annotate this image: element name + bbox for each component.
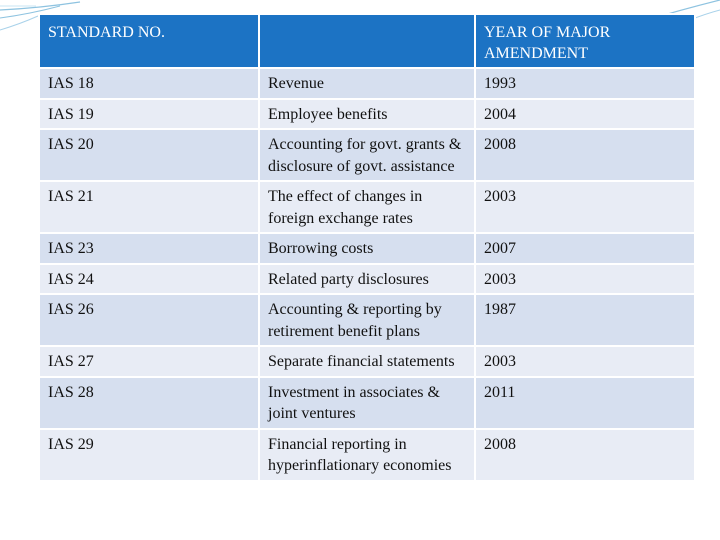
- cell-standard: IAS 24: [39, 264, 259, 295]
- table-header-row: [39, 14, 695, 68]
- table-row: [39, 99, 695, 130]
- cell-standard: IAS 28: [39, 377, 259, 429]
- table-row: [39, 233, 695, 264]
- table-row: [39, 294, 695, 346]
- cell-standard: IAS 27: [39, 346, 259, 377]
- cell-standard: IAS 20: [39, 129, 259, 181]
- cell-year: 2003: [475, 264, 695, 295]
- cell-year: 2008: [475, 429, 695, 481]
- cell-standard: IAS 18: [39, 68, 259, 99]
- cell-standard: IAS 26: [39, 294, 259, 346]
- table-row: [39, 346, 695, 377]
- table-row: [39, 377, 695, 429]
- cell-title: Borrowing costs: [259, 233, 475, 264]
- cell-year: 2004: [475, 99, 695, 130]
- table-row: [39, 129, 695, 181]
- cell-title: Related party disclosures: [259, 264, 475, 295]
- cell-year: 2007: [475, 233, 695, 264]
- table-row: [39, 181, 695, 233]
- cell-standard: IAS 21: [39, 181, 259, 233]
- cell-year: 1993: [475, 68, 695, 99]
- cell-title: The effect of changes in foreign exchange rates: [259, 181, 475, 233]
- cell-title: Separate financial statements: [259, 346, 475, 377]
- table-row: [39, 68, 695, 99]
- cell-year: 2003: [475, 346, 695, 377]
- cell-title: Revenue: [259, 68, 475, 99]
- cell-title: Financial reporting in hyperinflationary economies: [259, 429, 475, 481]
- cell-standard: IAS 29: [39, 429, 259, 481]
- cell-title: Accounting for govt. grants & disclosure of govt. assistance: [259, 129, 475, 181]
- cell-standard: IAS 19: [39, 99, 259, 130]
- cell-standard: IAS 23: [39, 233, 259, 264]
- header-title: [259, 14, 475, 68]
- header-standard-no: STANDARD NO.: [39, 14, 259, 68]
- cell-title: Accounting & reporting by retirement benefit plans: [259, 294, 475, 346]
- cell-title: Employee benefits: [259, 99, 475, 130]
- cell-year: 2003: [475, 181, 695, 233]
- cell-year: 2011: [475, 377, 695, 429]
- cell-title: Investment in associates & joint ventures: [259, 377, 475, 429]
- table-row: [39, 429, 695, 481]
- ias-standards-table: [38, 13, 696, 482]
- cell-year: 2008: [475, 129, 695, 181]
- cell-year: 1987: [475, 294, 695, 346]
- table-row: [39, 264, 695, 295]
- header-year-of-amendment: YEAR OF MAJOR AMENDMENT: [475, 14, 695, 68]
